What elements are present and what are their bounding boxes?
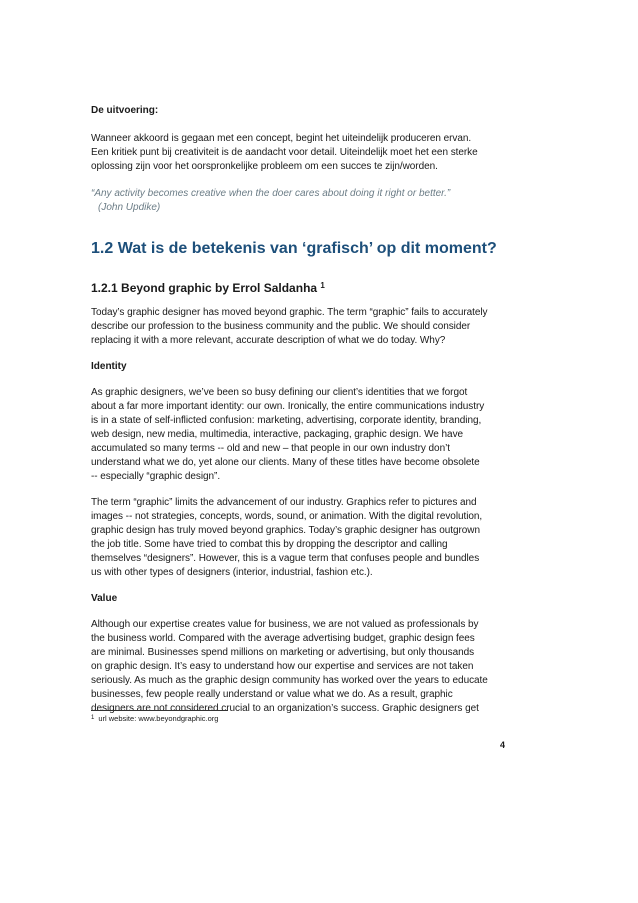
text-line: are minimal. Businesses spend millions on marketing or advertising, but only thousands — [91, 647, 475, 658]
quote-author: (John Updike) — [98, 202, 161, 213]
section-heading-value: Value — [91, 593, 118, 604]
text-line: Een kritiek punt bij creativiteit is de aandacht voor detail. Uiteindelijk moet het een sterke — [91, 147, 478, 158]
text-line: oplossing zijn voor het oorspronkelijke probleem om een succes te zijn/worden. — [91, 161, 438, 172]
footnote-reference: 1 — [320, 281, 325, 290]
text-line: -- especially “graphic design”. — [91, 471, 221, 482]
text-line: is in a state of self-inflicted confusion: marketing, advertising, corporate identity, branding, — [91, 415, 482, 426]
subsection-title — [91, 278, 511, 296]
page-content — [91, 104, 511, 716]
text-line: accumulated so many terms -- old and new – that people in our own industry don’t — [91, 443, 450, 454]
section-heading-uitvoering: De uitvoering: — [91, 105, 159, 116]
text-line: understand what we do, yet alone our clients. Many of these titles have become obsolete — [91, 457, 480, 468]
paragraph-uitvoering — [91, 132, 511, 174]
paragraph-identity-1 — [91, 386, 511, 484]
text-line: web design, new media, multimedia, interactive, packaging, graphic design. We have — [91, 429, 464, 440]
text-line: Although our expertise creates value for business, we are not valued as professionals by — [91, 619, 479, 630]
text-line: Today’s graphic designer has moved beyond graphic. The term “graphic” fails to accurately — [91, 307, 488, 318]
text-line: businesses, few people really understand or value what we do. As a result, graphic — [91, 689, 453, 700]
text-line: the business world. Compared with the average advertising budget, graphic design fees — [91, 633, 475, 644]
text-line: graphic design has truly moved beyond graphics. Today’s graphic designer has outgrown — [91, 525, 480, 536]
text-line: about a far more important identity: our own. Ironically, the entire communications industry — [91, 401, 485, 412]
footnote — [91, 713, 218, 724]
section-heading-identity: Identity — [91, 361, 127, 372]
text-line: themselves “designers”. However, this is a vague term that confuses people and bundles — [91, 553, 480, 564]
footnote-marker: 1 — [91, 715, 95, 721]
quote-text: “Any activity becomes creative when the doer cares about doing it right or better.” — [91, 188, 451, 199]
paragraph-identity-2 — [91, 496, 511, 580]
subsection-author: by Errol Saldanha — [211, 281, 321, 295]
chapter-title: 1.2 Wat is de betekenis van ‘grafisch’ op dit moment? — [91, 240, 497, 257]
text-line: us with other types of designers (interior, industrial, fashion etc.). — [91, 567, 373, 578]
paragraph-value — [91, 618, 511, 716]
page-number: 4 — [499, 740, 505, 750]
text-line: As graphic designers, we’ve been so busy defining our client’s identities that we forgot — [91, 387, 468, 398]
text-line: the job title. Some have tried to combat this by dropping the descriptor and calling — [91, 539, 448, 550]
text-line: describe our profession to the business community and the public. We should consider — [91, 321, 471, 332]
text-line: Wanneer akkoord is gegaan met een concept, begint het uiteindelijk produceren ervan. — [91, 133, 472, 144]
text-line: designers are not considered crucial to an organization’s success. Graphic designers get — [91, 703, 479, 714]
quote-block — [91, 187, 511, 215]
paragraph-intro — [91, 306, 511, 348]
text-line: The term “graphic” limits the advancement of our industry. Graphics refer to pictures and — [91, 497, 477, 508]
footnote-divider — [91, 710, 228, 711]
text-line: seriously. As much as the graphic design community has worked over the years to educate — [91, 675, 488, 686]
footnote-text: url website: www.beyondgraphic.org — [98, 714, 219, 723]
subsection-number-title: 1.2.1 Beyond graphic — [91, 281, 212, 295]
text-line: replacing it with a more relevant, accurate description of what we do today. Why? — [91, 335, 446, 346]
text-line: images -- not strategies, concepts, words, sound, or animation. With the digital revolution, — [91, 511, 483, 522]
text-line: on graphic design. It’s easy to understand how our expertise and services are not taken — [91, 661, 474, 672]
